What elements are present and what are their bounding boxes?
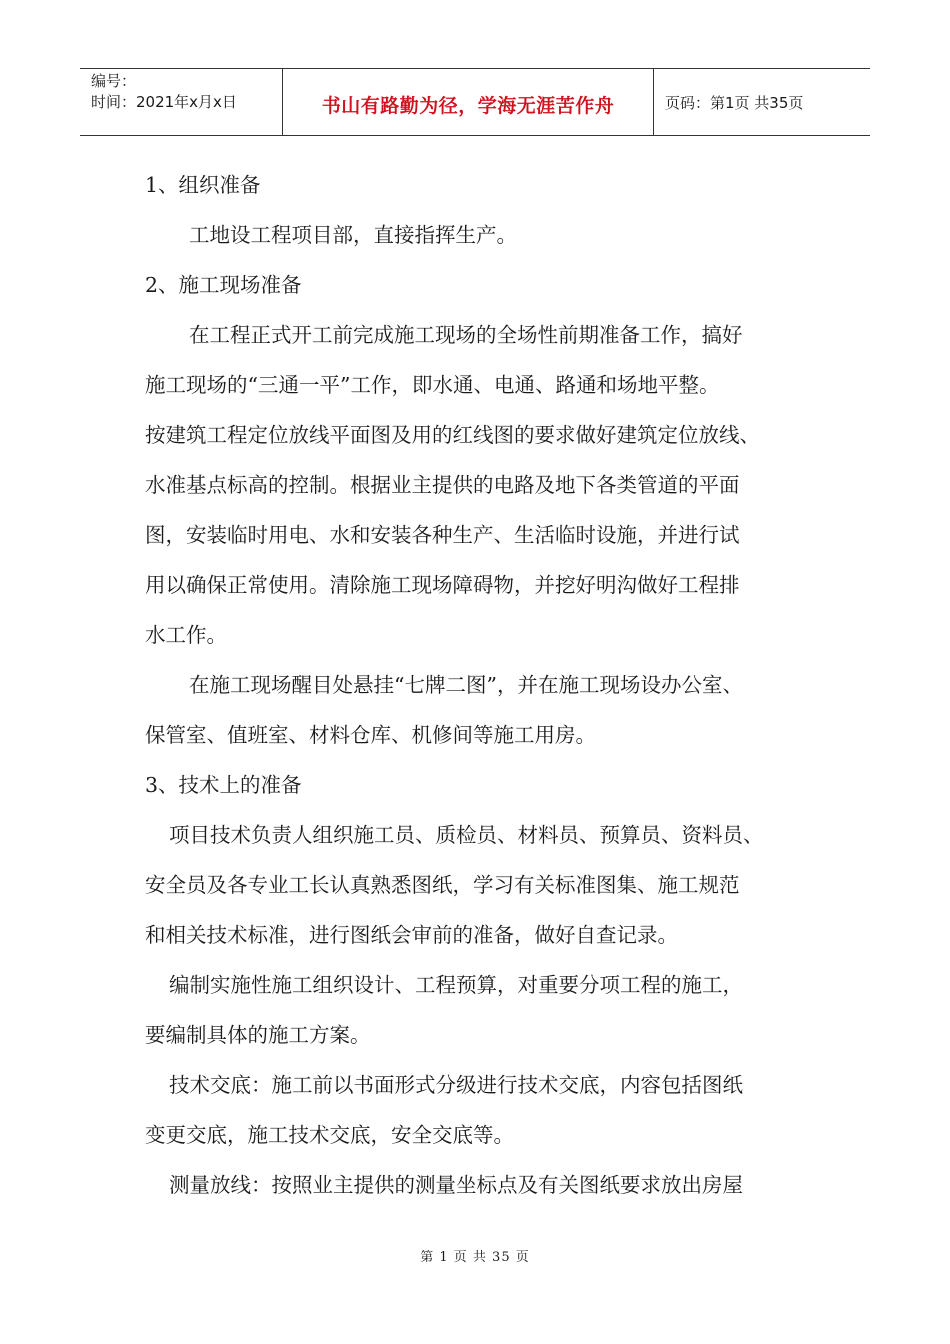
header-page-info: 页码：第1页 共35页 [665,93,804,112]
paragraph-line: 编制实施性施工组织设计、工程预算，对重要分项工程的施工， [169,973,743,997]
section-heading: 2、施工现场准备 [145,273,302,297]
paragraph-line: 在施工现场醒目处悬挂“七牌二图”，并在施工现场设办公室、 [189,673,743,697]
paragraph-line: 变更交底，施工技术交底，安全交底等。 [145,1123,514,1147]
paragraph-line: 用以确保正常使用。清除施工现场障碍物，并挖好明沟做好工程排 [145,573,740,597]
paragraph-line: 测量放线：按照业主提供的测量坐标点及有关图纸要求放出房屋 [169,1173,743,1197]
paragraph-line: 技术交底：施工前以书面形式分级进行技术交底，内容包括图纸 [169,1073,743,1097]
paragraph-line: 水工作。 [145,623,227,647]
header-motto-cell [283,69,654,135]
section-heading: 1、组织准备 [145,173,261,197]
paragraph-line: 施工现场的“三通一平”工作，即水通、电通、路通和场地平整。 [145,373,720,397]
paragraph-line: 工地设工程项目部，直接指挥生产。 [189,223,517,247]
document-date: 时间：2021年x月x日 [91,93,237,111]
paragraph-line: 和相关技术标准，进行图纸会审前的准备，做好自查记录。 [145,923,678,947]
paragraph-line: 保管室、值班室、材料仓库、机修间等施工用房。 [145,723,596,747]
page-footer: 第 1 页 共 35 页 [420,1250,530,1265]
document-header [80,68,870,136]
section-heading: 3、技术上的准备 [145,773,302,797]
paragraph-line: 在工程正式开工前完成施工现场的全场性前期准备工作，搞好 [189,323,743,347]
document-body [145,160,825,1210]
paragraph-line: 安全员及各专业工长认真熟悉图纸，学习有关标准图集、施工规范 [145,873,740,897]
paragraph-line: 水准基点标高的控制。根据业主提供的电路及地下各类管道的平面 [145,473,740,497]
paragraph-line: 图，安装临时用电、水和安装各种生产、生活临时设施，并进行试 [145,523,740,547]
header-motto: 书山有路勤为径，学海无涯苦作舟 [321,94,615,117]
paragraph-line: 按建筑工程定位放线平面图及用的红线图的要求做好建筑定位放线、 [145,423,760,447]
document-number-label: 编号： [91,72,137,90]
header-meta-cell [80,69,283,135]
header-page-cell [654,69,870,135]
paragraph-line: 要编制具体的施工方案。 [145,1023,371,1047]
paragraph-line: 项目技术负责人组织施工员、质检员、材料员、预算员、资料员、 [169,823,764,847]
